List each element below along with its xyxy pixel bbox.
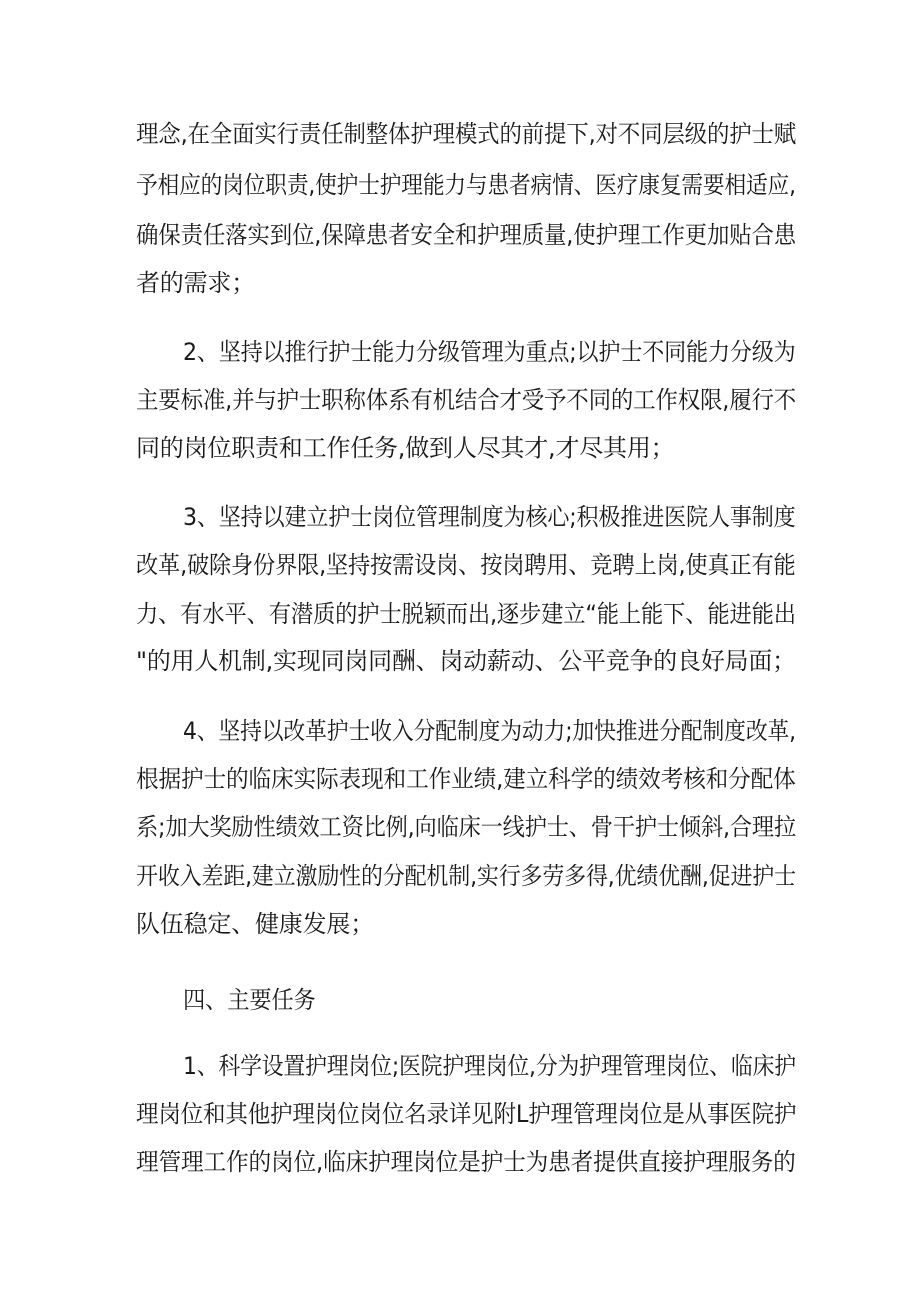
- text-line: 同的岗位职责和工作任务,做到人尽其才,才尽其用；: [136, 434, 675, 462]
- text-line: "的用人机制,实现同岗同酬、岗动薪动、公平竞争的良好局面；: [136, 647, 796, 675]
- text-line: 根据护士的临床实际表现和工作业绩,建立科学的绩效考核和分配体: [136, 765, 796, 793]
- section-heading: 四、主要任务: [183, 986, 316, 1014]
- text-line: 确保责任落实到位,保障患者安全和护理质量,使护理工作更加贴合患: [136, 221, 797, 249]
- paragraph-start-line: 4、坚持以改革护士收入分配制度为动力;加快推进分配制度改革,: [183, 717, 796, 745]
- text-line: 力、有水平、有潜质的护士脱颖而出,逐步建立“能上能下、能进能出: [136, 600, 796, 628]
- text-line: 理念,在全面实行责任制整体护理模式的前提下,对不同层级的护士赋: [136, 120, 797, 148]
- paragraph-start-line: 1、科学设置护理岗位;医院护理岗位,分为护理管理岗位、临床护: [183, 1052, 796, 1080]
- text-line: 开收入差距,建立激励性的分配机制,实行多劳多得,优绩优酬,促进护士: [136, 862, 796, 890]
- text-line: 队伍稳定、健康发展；: [136, 910, 374, 938]
- text-line: 改革,破除身份界限,坚持按需设岗、按岗聘用、竞聘上岗,使真正有能: [136, 551, 796, 579]
- text-line: 理管理工作的岗位,临床护理岗位是护士为患者提供直接护理服务的: [136, 1148, 796, 1176]
- text-line: 者的需求；: [136, 269, 255, 297]
- text-line: 理岗位和其他护理岗位岗位名录详见附L护理管理岗位是从事医院护: [136, 1100, 797, 1128]
- paragraph-start-line: 3、坚持以建立护士岗位管理制度为核心;积极推进医院人事制度: [183, 503, 796, 531]
- paragraph-start-line: 2、坚持以推行护士能力分级管理为重点;以护士不同能力分级为: [183, 338, 796, 366]
- text-line: 予相应的岗位职责,使护士护理能力与患者病情、医疗康复需要相适应,: [136, 171, 796, 199]
- text-line: 主要标准,并与护士职称体系有机结合才受予不同的工作权限,履行不: [136, 386, 797, 414]
- text-line: 系;加大奖励性绩效工资比例,向临床一线护士、骨干护士倾斜,合理拉: [136, 813, 796, 841]
